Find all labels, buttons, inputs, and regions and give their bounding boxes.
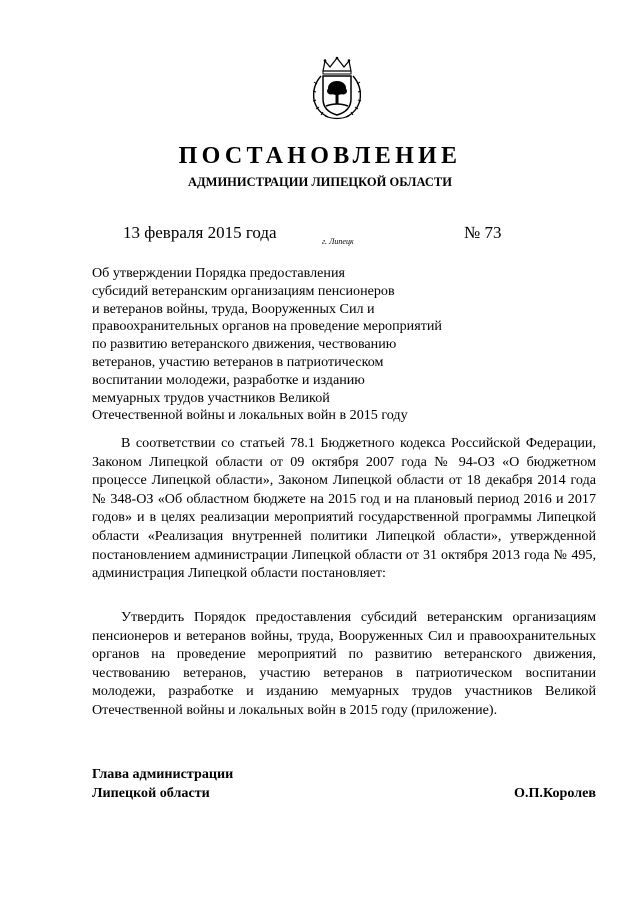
subject-line: мемуарных трудов участников Великой (92, 389, 330, 406)
document-subtitle: АДМИНИСТРАЦИИ ЛИПЕЦКОЙ ОБЛАСТИ (188, 175, 452, 189)
signature-role-line: Глава администрации (92, 766, 234, 782)
signature-role-line: Липецкой области (92, 785, 210, 801)
document-number: № 73 (464, 223, 502, 242)
document-date: 13 февраля 2015 года (123, 223, 277, 242)
signature-role (92, 765, 233, 803)
lipetsk-coat-of-arms-icon (311, 56, 363, 122)
document-subject (92, 265, 512, 425)
body-paragraph-preamble: В соответствии со статьей 78.1 Бюджетного кодекса Российской Федерации, Законом Липецкой области от 09 октября 2007 года № 94-ОЗ «О бюджетном процессе Липецкой области», Законом Липецкой области от 18 декабря 2014 года № 348-ОЗ «Об областном бюджете на 2015 год и на плановый период 2016 и 2017 годов» и в целях реализации мероприятий государственной программы Липецкой области «Реализация внутренней политики Липецкой области», утвержденной постановлением администрации Липецкой области от 31 октября 2013 года № 495, администрация Липецкой области постановляет: (92, 435, 596, 582)
subject-line: Отечественной войны и локальных войн в 2015 году (92, 407, 408, 424)
subject-line: ветеранов, участию ветеранов в патриотическом (92, 353, 384, 370)
subject-line: субсидий ветеранским организациям пенсионеров (92, 282, 395, 299)
subject-line: Об утверждении Порядка предоставления (92, 265, 345, 281)
subject-line: правоохранительных органов на проведение мероприятий (92, 318, 442, 335)
signature-name: О.П.Королев (513, 785, 596, 801)
document-title: ПОСТАНОВЛЕНИЕ (178, 143, 462, 169)
document-city: г. Липецк (322, 237, 354, 246)
subject-line: и ветеранов войны, труда, Вооруженных Сил и (92, 300, 375, 317)
subject-line: по развитию ветеранского движения, чествованию (92, 336, 397, 353)
subject-line: воспитании молодежи, разработке и изданию (92, 371, 365, 388)
body-paragraph-resolution: Утвердить Порядок предоставления субсидий ветеранским организациям пенсионеров и ветеранов войны, труда, Вооруженных Сил и правоохранительных органов на проведение мероприятий по развитию ветеранского движения, чествованию ветеранов, участию ветеранов в патриотическом воспитании молодежи, разработке и изданию мемуарных трудов участников Великой Отечественной войны и локальных войн в 2015 году (приложение). (92, 609, 596, 718)
